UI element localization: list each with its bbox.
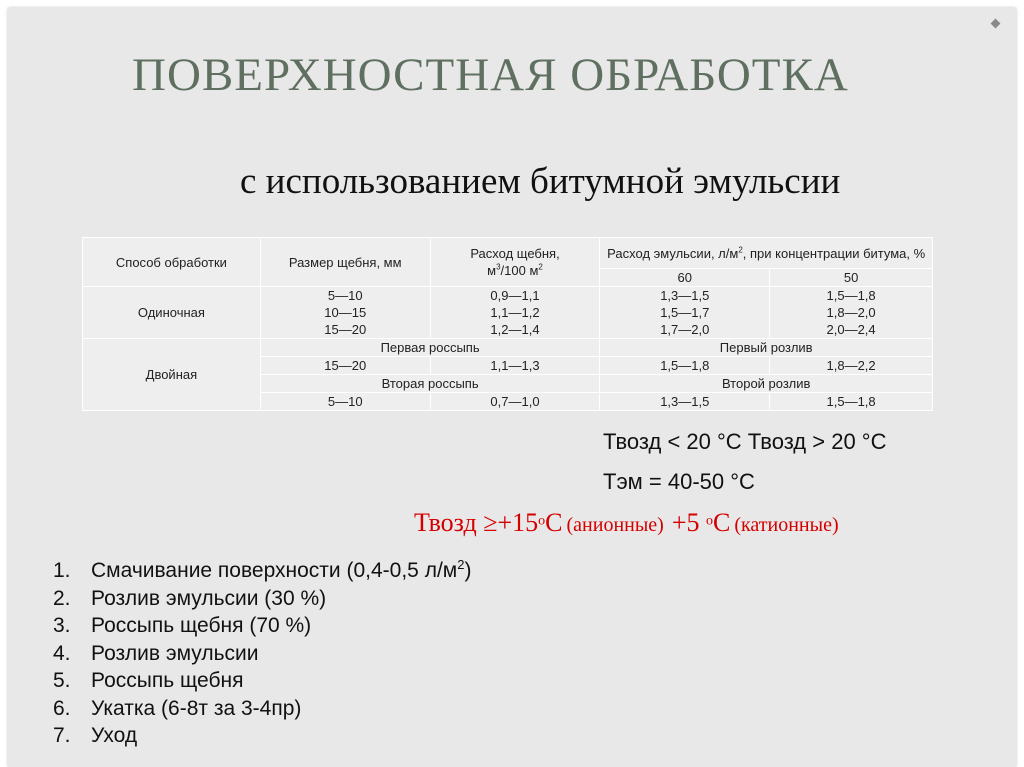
header-method: Способ обработки — [83, 238, 261, 287]
list-item: 2. Розлив эмульсии (30 %) — [53, 586, 327, 610]
single-e50: 1,5—1,8 1,8—2,0 2,0—2,4 — [770, 287, 933, 339]
header-size: Размер щебня, мм — [260, 238, 430, 287]
double-row2-e50: 1,5—1,8 — [770, 393, 933, 411]
air-temp-line: Твозд < 20 °С Твозд > 20 °С — [603, 429, 887, 454]
steps-list — [53, 559, 471, 752]
emulsion-temp-line: Тэм = 40-50 °С — [603, 469, 755, 494]
header-emulsion-rate: Расход эмульсии, $л/м^2$, при концентрации битума, % — [600, 238, 933, 269]
header-stone-rate: Расход щебня, $м^3/100$ $м^2$ — [430, 238, 600, 287]
treatment-table — [82, 237, 933, 411]
application-temp-line: Твозд $\ge+15^оС$ (анионные) +5 $^о$С (катионные) — [414, 508, 839, 537]
corner-diamond-icon — [991, 19, 1001, 29]
slide-subtitle: с использованием битумной эмульсии — [240, 161, 841, 202]
first-spread-label: Первая россыпь — [260, 339, 600, 357]
first-pour-label: Первый розлив — [600, 339, 933, 357]
second-spread-label: Вторая россыпь — [260, 375, 600, 393]
header-conc-50: 50 — [770, 269, 933, 287]
second-pour-label: Второй розлив — [600, 375, 933, 393]
table-row-double-first-label — [83, 339, 933, 357]
single-size: 5—10 10—15 15—20 — [260, 287, 430, 339]
single-label: Одиночная — [83, 287, 261, 339]
double-row1-e60: 1,5—1,8 — [600, 357, 770, 375]
slide-title: ПОВЕРХНОСТНАЯ ОБРАБОТКА — [132, 49, 849, 101]
list-item: 6. Укатка (6-8т за 3-4пр) — [53, 696, 302, 720]
list-item: 4. Розлив эмульсии — [53, 641, 259, 665]
header-conc-60: 60 — [600, 269, 770, 287]
table-header-row — [83, 238, 933, 269]
list-item: 7. Уход — [53, 724, 138, 747]
list-item: 3. Россыпь щебня (70 %) — [53, 614, 312, 637]
single-stone: 0,9—1,1 1,1—1,2 1,2—1,4 — [430, 287, 600, 339]
double-row1-e50: 1,8—2,2 — [770, 357, 933, 375]
single-e60: 1,3—1,5 1,5—1,7 1,7—2,0 — [600, 287, 770, 339]
double-row2-size: 5—10 — [260, 393, 430, 411]
double-row1-size: 15—20 — [260, 357, 430, 375]
list-item: 5. Россыпь щебня — [53, 669, 244, 692]
double-row2-e60: 1,3—1,5 — [600, 393, 770, 411]
double-label: Двойная — [83, 339, 261, 411]
double-row1-stone: 1,1—1,3 — [430, 357, 600, 375]
list-item: 1. Смачивание поверхности (0,4-0,5 $л/м^2$) — [53, 557, 472, 582]
slide — [8, 8, 1016, 767]
double-row2-stone: 0,7—1,0 — [430, 393, 600, 411]
table-row-single — [83, 287, 933, 339]
